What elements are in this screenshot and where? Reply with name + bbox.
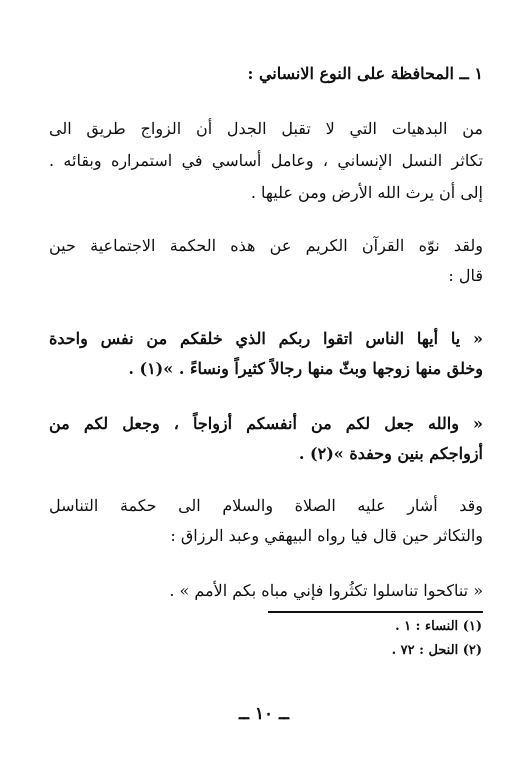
paragraph-1-line-3: إلى أن يرث الله الأرض ومن عليها . xyxy=(250,183,483,202)
paragraph-2-line-1: ولقد نوّه القرآن الكريم عن هذه الحكمة الاجتماعية حين xyxy=(49,236,483,255)
quran-quote-1-line-2: وخلق منها زوجها وبثّ منها رجالاً كثيراً ونساءً . »(١) . xyxy=(128,359,483,378)
quran-quote-1-line-1: « يا أيها الناس اتقوا ربكم الذي خلقكم من نفس واحدة xyxy=(49,329,483,348)
hadith-quote: « تناكحوا تناسلوا تكثُروا فإني مباه بكم الأمم » . xyxy=(169,581,483,600)
paragraph-5-line-2: والتكاثر حين قال فيا رواه البيهقي وعبد الرزاق : xyxy=(170,526,483,545)
quran-quote-2-line-1: « والله جعل لكم من أنفسكم أزواجاً ، وجعل لكم من xyxy=(49,414,483,433)
paragraph-1-line-2: تكاثر النسل الإنساني ، وعامل أساسي في استمراره وبقائه . xyxy=(49,151,483,170)
footnote-1: (١) النساء : ١ . xyxy=(395,619,482,634)
section-heading: ١ ــ المحافظة على النوع الانساني : xyxy=(247,64,483,83)
footnote-2: (٢) النحل : ٧٢ . xyxy=(391,643,482,658)
paragraph-5-line-1: وقد أشار عليه الصلاة والسلام الى حكمة التناسل xyxy=(49,496,483,515)
footnote-divider xyxy=(268,611,483,613)
page-number: ــ ١٠ ــ xyxy=(238,704,290,724)
quran-quote-2-line-2: أزواجكم بنين وحفدة »(٢) . xyxy=(298,444,483,463)
paragraph-2-line-2: قال : xyxy=(448,266,483,285)
paragraph-1-line-1: من البدهيات التي لا تقبل الجدل أن الزواج طريق الى xyxy=(49,119,483,138)
